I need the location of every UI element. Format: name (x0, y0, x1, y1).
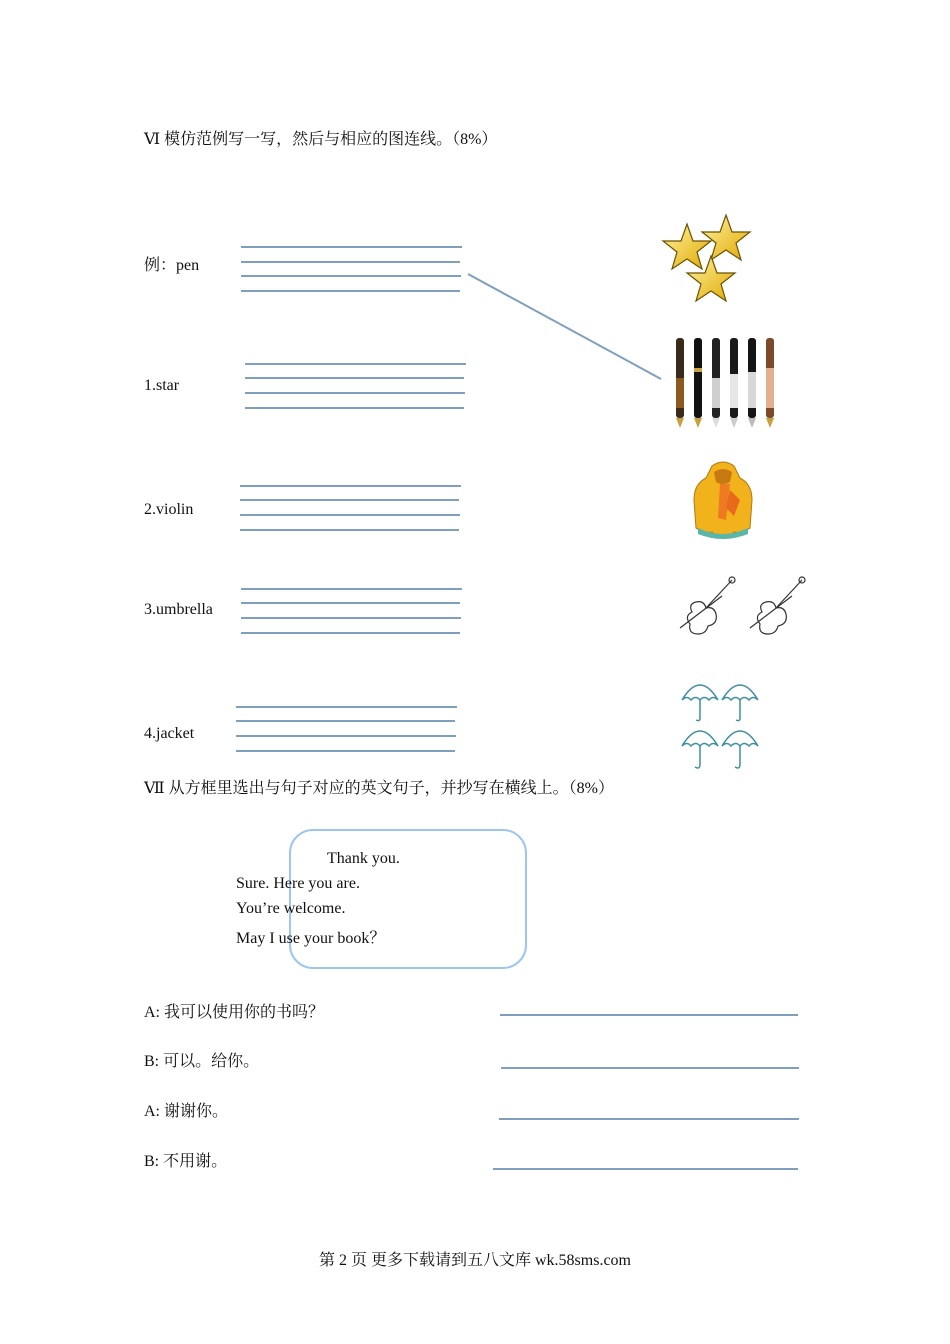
section6-title: Ⅵ 模仿范例写一写，然后与相应的图连线。（8%） (144, 131, 498, 148)
star-icon (702, 215, 750, 260)
pen-icon (676, 338, 684, 428)
umbrella-icon (722, 731, 758, 768)
pen-icon (748, 338, 756, 428)
answer-line-4[interactable] (493, 1168, 798, 1170)
star-icon (663, 224, 711, 269)
example-connector-line (460, 268, 670, 384)
pen-icon (694, 338, 702, 428)
item-example-label: 例：pen (144, 257, 200, 274)
item-violin-label: 2.violin (144, 501, 194, 518)
section7-title: Ⅶ 从方框里选出与句子对应的英文句子，并抄写在横线上。（8%） (144, 780, 614, 797)
umbrella-icon (682, 685, 718, 721)
item-star-label: 1.star (144, 377, 180, 394)
answer-line-3[interactable] (499, 1118, 799, 1120)
umbrella-icon (682, 731, 718, 768)
question-1: A: 我可以使用你的书吗？ (144, 1004, 325, 1021)
violin-icon (750, 577, 805, 634)
answer-line-2[interactable] (501, 1067, 799, 1069)
item-umbrella-label: 3.umbrella (144, 601, 213, 618)
violins-picture (676, 574, 810, 642)
question-4: B: 不用谢。 (144, 1153, 228, 1170)
violin-icon (680, 577, 735, 634)
stars-picture (656, 212, 756, 310)
page-footer: 第 2 页 更多下载请到五八文库 wk.58sms.com (318, 1252, 631, 1269)
options-box (289, 829, 527, 969)
answer-line-1[interactable] (500, 1014, 798, 1016)
pens-picture (670, 328, 782, 434)
pen-icon (766, 338, 774, 428)
option-sure-here-you-are: Sure. Here you are. (236, 875, 360, 892)
item-jacket-label: 4.jacket (144, 725, 195, 742)
pen-icon (730, 338, 738, 428)
pen-icon (712, 338, 720, 428)
umbrellas-picture (680, 674, 766, 772)
option-thank-you: Thank you. (327, 850, 400, 867)
question-3: A: 谢谢你。 (144, 1103, 229, 1120)
question-2: B: 可以。给你。 (144, 1053, 260, 1070)
umbrella-icon (722, 685, 758, 721)
option-may-i-use-your-book: May I use your book？ (236, 930, 386, 947)
jacket-picture (690, 460, 756, 540)
option-youre-welcome: You’re welcome. (236, 900, 346, 917)
